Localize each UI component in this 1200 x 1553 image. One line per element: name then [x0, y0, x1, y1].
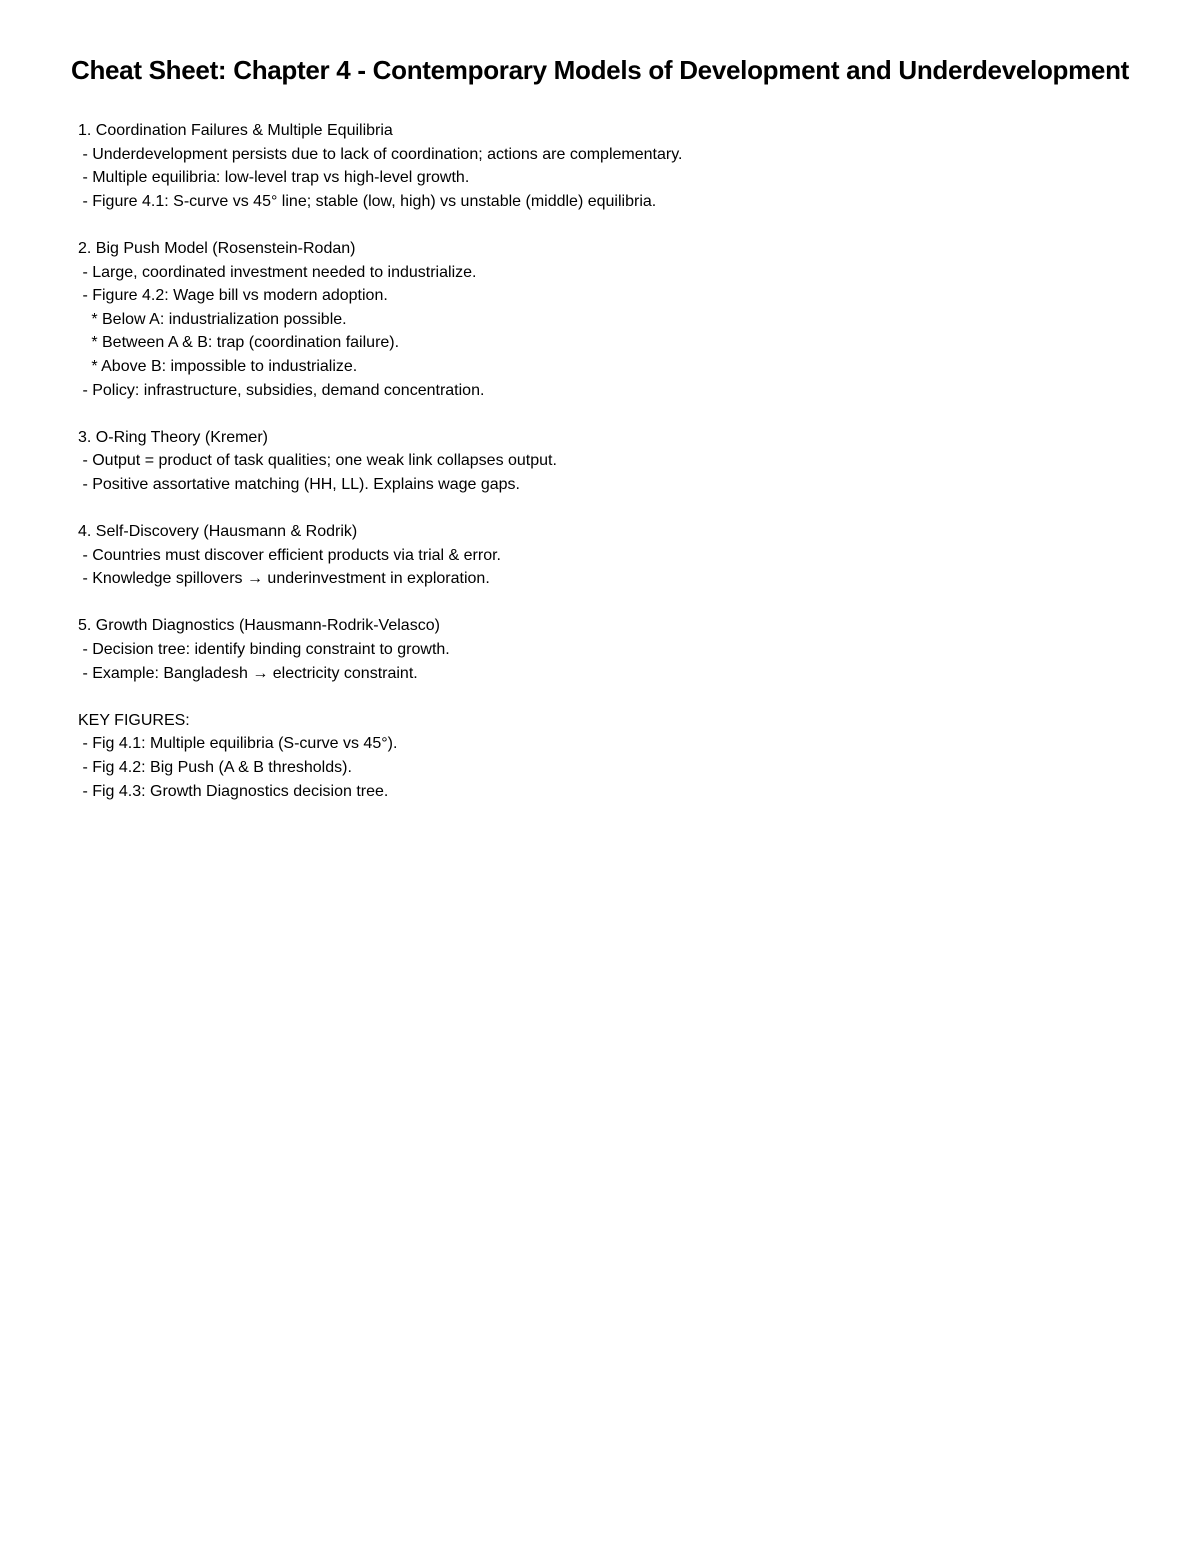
- section-spacer: [78, 685, 1178, 709]
- bullet-line: - Fig 4.2: Big Push (A & B thresholds).: [78, 759, 352, 777]
- section-coordination-failures: [78, 119, 1178, 213]
- sub-bullet-line: * Between A & B: trap (coordination failure).: [78, 334, 400, 352]
- document-body: [78, 119, 1178, 803]
- bullet-line: - Knowledge spillovers → underinvestment in exploration.: [78, 570, 490, 588]
- bullet-line: - Decision tree: identify binding constraint to growth.: [78, 641, 450, 659]
- bullet-line: - Output = product of task qualities; one weak link collapses output.: [78, 452, 557, 470]
- section-heading: 3. O-Ring Theory (Kremer): [78, 428, 268, 446]
- sub-bullet-line: * Below A: industrialization possible.: [78, 310, 347, 328]
- bullet-line: - Fig 4.1: Multiple equilibria (S-curve vs 45°).: [78, 735, 398, 753]
- bullet-line: - Countries must discover efficient products via trial & error.: [78, 546, 501, 564]
- section-heading: 4. Self-Discovery (Hausmann & Rodrik): [78, 523, 358, 541]
- section-heading: 5. Growth Diagnostics (Hausmann-Rodrik-Velasco): [78, 617, 440, 635]
- bullet-line: - Multiple equilibria: low-level trap vs high-level growth.: [78, 169, 470, 187]
- bullet-line: - Figure 4.2: Wage bill vs modern adoption.: [78, 287, 388, 305]
- section-self-discovery: [78, 520, 1178, 591]
- bullet-line: - Fig 4.3: Growth Diagnostics decision tree.: [78, 782, 389, 800]
- section-spacer: [78, 213, 1178, 237]
- bullet-line: - Large, coordinated investment needed to industrialize.: [78, 263, 477, 281]
- section-growth-diagnostics: [78, 614, 1178, 685]
- section-big-push: [78, 237, 1178, 402]
- bullet-line: - Example: Bangladesh → electricity constraint.: [78, 664, 418, 682]
- sub-bullet-line: * Above B: impossible to industrialize.: [78, 357, 358, 375]
- section-key-figures: [78, 709, 1178, 803]
- section-heading: 1. Coordination Failures & Multiple Equilibria: [78, 122, 393, 139]
- section-spacer: [78, 591, 1178, 615]
- bullet-line: - Positive assortative matching (HH, LL). Explains wage gaps.: [78, 475, 520, 493]
- section-spacer: [78, 497, 1178, 521]
- section-heading: 2. Big Push Model (Rosenstein-Rodan): [78, 239, 356, 257]
- bullet-line: - Underdevelopment persists due to lack of coordination; actions are complementary.: [78, 145, 683, 163]
- page-title: Cheat Sheet: Chapter 4 - Contemporary Models of Development and Underdevelopment: [70, 55, 1130, 85]
- bullet-line: - Policy: infrastructure, subsidies, demand concentration.: [78, 381, 485, 399]
- section-spacer: [78, 402, 1178, 426]
- section-o-ring-theory: [78, 426, 1178, 497]
- section-heading: KEY FIGURES:: [78, 711, 190, 729]
- bullet-line: - Figure 4.1: S-curve vs 45° line; stable (low, high) vs unstable (middle) equilibria.: [78, 192, 657, 210]
